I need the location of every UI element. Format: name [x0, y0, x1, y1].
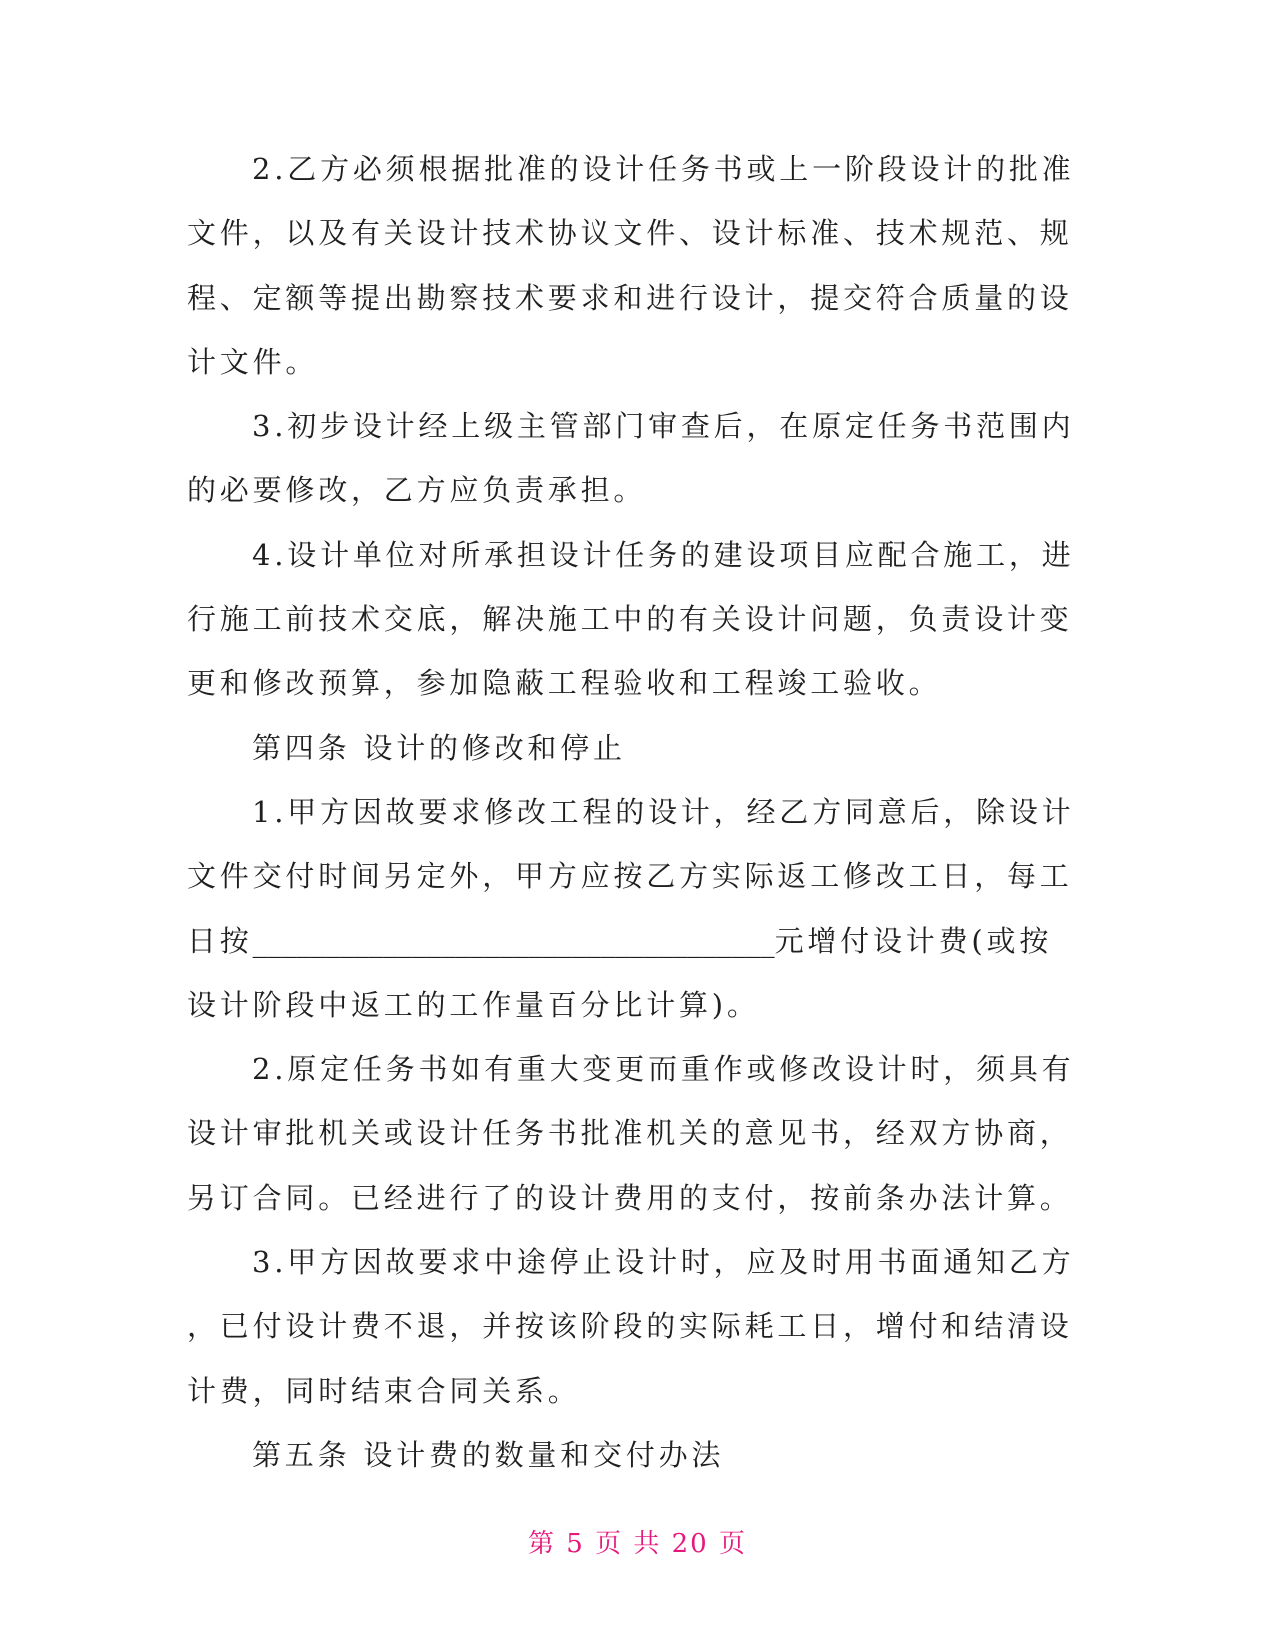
paragraph-line: 另订合同。已经进行了的设计费用的支付，按前条办法计算。: [187, 1180, 1073, 1215]
paragraph-line: 计费，同时结束合同关系。: [187, 1373, 581, 1408]
paragraph-line: 文件，以及有关设计技术协议文件、设计标准、技术规范、规: [187, 216, 1073, 251]
paragraph-line: 的必要修改，乙方应负责承担。: [187, 473, 647, 508]
blank-prefix-text: 日按: [187, 923, 253, 958]
paragraph-line: 程、定额等提出勘察技术要求和进行设计，提交符合质量的设: [187, 280, 1073, 315]
paragraph-line: 设计阶段中返工的工作量百分比计算)。: [187, 987, 760, 1022]
paragraph-line: 设计审批机关或设计任务书批准机关的意见书，经双方协商，: [187, 1116, 1073, 1151]
paragraph-line-with-blank: [187, 909, 1087, 973]
paragraph-clause3-item2: [187, 137, 1087, 394]
paragraph-line: 更和修改预算，参加隐蔽工程验收和工程竣工验收。: [187, 666, 942, 701]
paragraph-clause3-item3: [187, 394, 1087, 523]
paragraph-line: 1.甲方因故要求修改工程的设计，经乙方同意后，除设计: [252, 794, 1075, 829]
fill-in-blank: ____________________________________: [252, 923, 775, 958]
blank-suffix-text: 元增付设计费(或按: [774, 923, 1053, 958]
page-number-footer: 第 5 页 共 20 页: [528, 1529, 747, 1559]
paragraph-line: 4.设计单位对所承担设计任务的建设项目应配合施工，进: [252, 537, 1075, 572]
paragraph-clause4-item3: [187, 1230, 1087, 1423]
paragraph-clause3-item4: [187, 523, 1087, 716]
clause-heading: 第四条 设计的修改和停止: [252, 730, 626, 765]
paragraph-line: 3.甲方因故要求中途停止设计时，应及时用书面通知乙方: [252, 1245, 1075, 1280]
clause-heading: 第五条 设计费的数量和交付办法: [252, 1437, 725, 1472]
clause-heading-5: [187, 1423, 1087, 1487]
paragraph-clause4-item1: [187, 780, 1087, 1037]
paragraph-clause4-item2: [187, 1037, 1087, 1230]
paragraph-line: 计文件。: [187, 344, 319, 379]
paragraph-line: 3.初步设计经上级主管部门审查后，在原定任务书范围内: [252, 409, 1075, 444]
paragraph-line: 文件交付时间另定外，甲方应按乙方实际返工修改工日，每工: [187, 859, 1073, 894]
paragraph-line: ，已付设计费不退，并按该阶段的实际耗工日，增付和结清设: [187, 1309, 1073, 1344]
document-body: [187, 137, 1087, 1487]
clause-heading-4: [187, 716, 1087, 780]
paragraph-line: 2.原定任务书如有重大变更而重作或修改设计时，须具有: [252, 1052, 1075, 1087]
paragraph-line: 2.乙方必须根据批准的设计任务书或上一阶段设计的批准: [252, 152, 1075, 186]
paragraph-line: 行施工前技术交底，解决施工中的有关设计问题，负责设计变: [187, 602, 1073, 637]
